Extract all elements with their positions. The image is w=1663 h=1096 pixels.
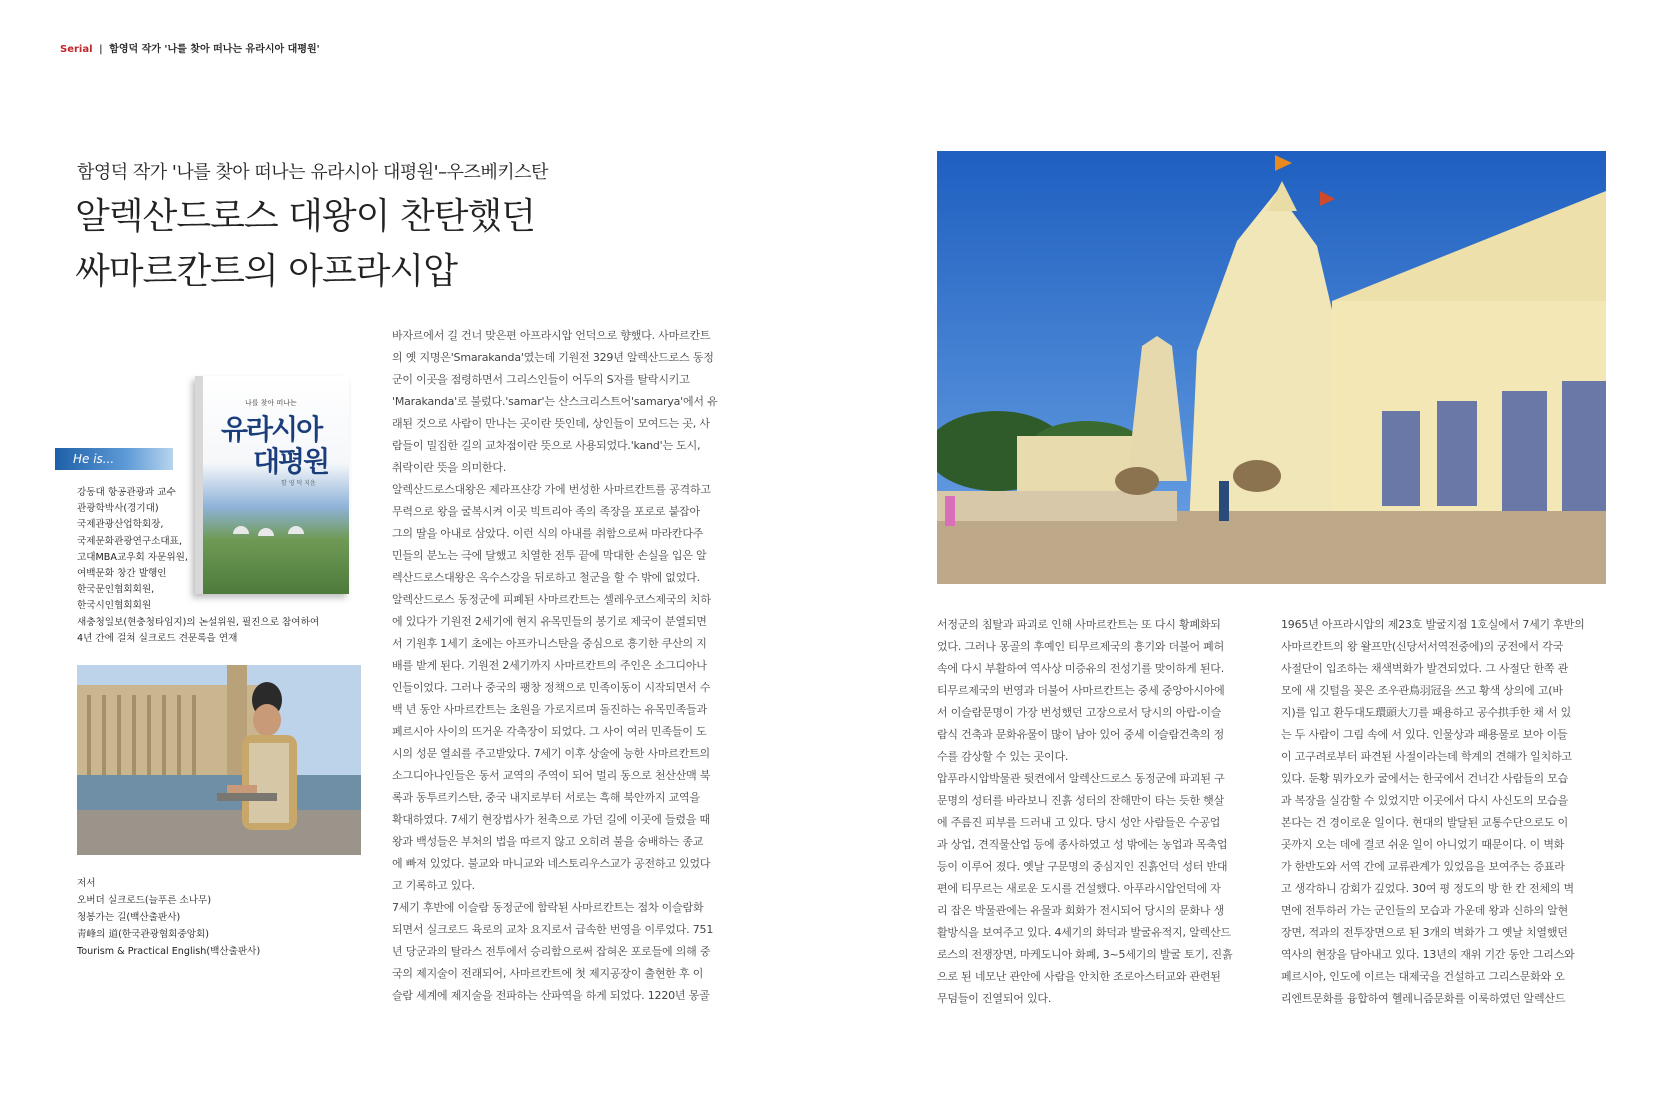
text-line: 리엔트문화를 융합하여 헬레니즘문화를 이룩하였던 알렉산드 (1281, 992, 1566, 1005)
text-line: 페르시아 사이의 뜨거운 각축장이 되었다. 그 사이 여러 민족들이 도 (392, 725, 707, 738)
works-item: Tourism & Practical English(백산출판사) (77, 946, 261, 957)
text-line: 록과 동투르키스탄, 중국 내지로부터 서로는 흑해 북안까지 교역을 (392, 791, 700, 804)
text-line: 소그디아나인들은 동서 교역의 주역이 되어 멀리 동으로 천산산맥 북 (392, 769, 711, 782)
text-line: 고 생각하니 감회가 깊었다. 30여 평 정도의 방 한 칸 전체의 벽 (1281, 882, 1574, 895)
text-line: 활방식을 보여주고 있다. 4세기의 화덕과 발굴유적지, 알렉산드 (937, 926, 1231, 939)
text-line: 슬람 세계에 제지술을 전파하는 산파역을 하게 되었다. 1220년 몽골 (392, 989, 710, 1002)
text-line: 리 잡은 박물관에는 유물과 회화가 전시되어 당시의 문화나 생 (937, 904, 1225, 917)
text-line: 그의 딸을 아내로 삼았다. 이런 식의 아내를 취함으로써 마라칸다주 (392, 527, 704, 540)
bio-line: 여백문화 창간 발행인 (77, 568, 167, 580)
author-bio (77, 485, 319, 647)
text-line: 람식 건축과 문화유물이 많이 남아 있어 중세 이슬람건축의 정 (937, 728, 1225, 741)
article-subtitle: 함영덕 작가 '나를 찾아 떠나는 유라시아 대평원'–우즈베키스탄 (77, 162, 548, 183)
text-line: 에 있다가 기원전 2세기에 현지 유목민들의 봉기로 제국이 분열되면 (392, 615, 707, 628)
body-column-1 (392, 325, 718, 1007)
text-line: 속에 다시 부활하여 역사상 미증유의 전성기를 맞이하게 된다. (937, 662, 1225, 675)
text-line: 역사의 현장을 담아내고 있다. 13년의 재위 기간 동안 그리스와 (1281, 948, 1575, 961)
header-section: 함영덕 작가 '나를 찾아 떠나는 유라시아 대평원' (109, 44, 320, 55)
works-item: 오버더 실크로드(늘푸른 소나무) (77, 895, 212, 906)
text-line: 고 기록하고 있다. (392, 879, 475, 892)
text-line: 7세기 후반에 이슬람 동정군에 함락된 사마르칸트는 점차 이슬람화 (392, 901, 704, 914)
text-line: 과 복장을 실감할 수 있었지만 이곳에서 다시 사신도의 모습을 (1281, 794, 1569, 807)
text-line: 사마르칸트의 왕 왈프만(신당서서역전중에)의 궁전에서 각국 (1281, 640, 1564, 653)
temple-photo (937, 151, 1606, 584)
bio-line: 한국시인협회회원 (77, 600, 152, 612)
text-line: 압푸라시압박물관 뒷켠에서 알렉산드로스 동정군에 파괴된 구 (937, 772, 1225, 785)
text-line: 1965년 아프라시압의 제23호 발굴지점 1호실에서 7세기 후반의 (1281, 618, 1585, 631)
text-line: 가 한반도와 서역 간에 교류관계가 있었음을 보여주는 증표라 (1281, 860, 1565, 873)
text-line: 페르시아, 인도에 이르는 대제국을 건설하고 그리스문화와 오 (1281, 970, 1565, 983)
text-line: 람들이 밀집한 길의 교차점이란 뜻으로 사용되었다.'kand'는 도시, (392, 439, 701, 452)
text-line: 서 이슬람문명이 가장 번성했던 고장으로서 당시의 아랍-이슬 (937, 706, 1222, 719)
text-line: 었다. 그러나 몽골의 후예인 티무르제국의 흥기와 더불어 폐허 (937, 640, 1225, 653)
works-heading: 저서 (77, 878, 96, 889)
bio-line: 새충청일보(현충청타임지)의 논설위원, 필진으로 참여하여 (77, 616, 320, 628)
text-line: 수를 감상할 수 있는 곳이다. (937, 750, 1069, 763)
book-author: 함 영 덕 지음 (281, 480, 316, 487)
author-works (77, 875, 260, 960)
text-line: 서정군의 침탈과 파괴로 인해 사마르칸트는 또 다시 황폐화되 (937, 618, 1221, 631)
text-line: 으로 된 네모난 관안에 사람을 안치한 조로아스터교와 관련된 (937, 970, 1221, 983)
text-line: 등이 이루어 졌다. 옛날 구문명의 중심지인 진흙언덕 성터 반대 (937, 860, 1228, 873)
text-line: 민들의 분노는 극에 달했고 치열한 전투 끝에 막대한 손실을 입은 알 (392, 549, 707, 562)
text-line: 는 두 사람이 그림 속에 서 있다. 인물상과 패용물로 보아 이들 (1281, 728, 1568, 741)
text-line: 모에 새 깃털을 꽂은 조우관鳥羽冠을 쓰고 황색 상의에 고(바 (1281, 684, 1563, 697)
text-line: 사절단이 입조하는 채색벽화가 발견되었다. 그 사절단 한쪽 관 (1281, 662, 1569, 675)
text-line: 알렉산드로스대왕은 제라프샨강 가에 번성한 사마르칸트를 공격하고 (392, 483, 711, 496)
text-line: 면에 전투하러 가는 군인들의 모습과 가운데 왕과 신하의 알현 (1281, 904, 1569, 917)
text-line: 확대하였다. 7세기 현장법사가 천축으로 가던 길에 이곳에 들렸을 때 (392, 813, 710, 826)
works-item: 청봉가는 길(백산출판사) (77, 912, 181, 923)
text-line: 문명의 성터를 바라보니 진흙 성터의 잔해만이 타는 듯한 햇살 (937, 794, 1225, 807)
text-line: 티무르제국의 번영과 더불어 사마르칸트는 중세 중앙아시아에 (937, 684, 1225, 697)
text-line: 편에 티무르는 새로운 도시를 건설했다. 아푸라시압언덕에 자 (937, 882, 1221, 895)
text-line: 왕과 백성들은 부처의 법을 따르지 않고 오히려 불을 숭배하는 종교 (392, 835, 704, 848)
article-title-line-1: 알렉산드로스 대왕이 찬탄했던 (75, 196, 535, 237)
text-line: 래된 것으로 사람이 만나는 곳이란 뜻인데, 상인들이 모여드는 곳, 사 (392, 417, 710, 430)
body-column-3 (1281, 614, 1585, 1010)
text-line: 배를 받게 된다. 기원전 2세기까지 사마르칸트의 주인은 소그디아나 (392, 659, 707, 672)
book-title-line-1: 유라시아 (221, 413, 322, 446)
bio-line: 한국문인협회회원, (77, 584, 155, 596)
author-photo (77, 665, 361, 855)
text-line: 무덤들이 진열되어 있다. (937, 992, 1052, 1005)
text-line: 군이 이곳을 점령하면서 그리스인들이 어두의 S자를 탈락시키고 (392, 373, 690, 386)
text-line: 곳까지 오는 데에 결코 쉬운 일이 아니었기 때문이다. 이 벽화 (1281, 838, 1565, 851)
text-line: 서 기원후 1세기 초에는 아프카니스탄을 중심으로 흥기한 쿠산의 지 (392, 637, 707, 650)
text-line: 년 당군과의 탈라스 전투에서 승리함으로써 잡혀온 포로들에 의해 중 (392, 945, 711, 958)
text-line: 로스의 전쟁장면, 마케도니아 화폐, 3~5세기의 발굴 토기, 진흙 (937, 948, 1233, 961)
text-line: 장면, 적과의 전투장면으로 된 3개의 벽화가 그 옛날 치열했던 (1281, 926, 1568, 939)
text-line: 시의 성문 열쇠를 주고받았다. 7세기 이후 상술에 능한 사마르칸트의 (392, 747, 710, 760)
text-line: 있다. 둔황 뭐카오카 굴에서는 한국에서 건너간 사람들의 모습 (1281, 772, 1569, 785)
text-line: 과 상업, 견직물산업 등에 종사하였고 성 밖에는 농업과 목축업 (937, 838, 1228, 851)
body-column-2 (937, 614, 1232, 1010)
text-line: 에 빠져 있었다. 불교와 마니교와 네스토리우스교가 공전하고 있었다 (392, 857, 711, 870)
text-line: 국의 제지술이 전래되어, 사마르칸트에 첫 제지공장이 출현한 후 이 (392, 967, 704, 980)
text-line: 백 년 동안 사마르칸트는 초원을 가로지르며 돌진하는 유목민족들과 (392, 703, 708, 716)
text-line: 'Marakanda'로 불렀다.'samar'는 산스크리스트어'samarya'에서 유 (392, 395, 718, 408)
text-line: 무력으로 왕을 굴복시켜 이곳 빅트리아 족의 족장을 포로로 붙잡아 (392, 505, 700, 518)
bio-line: 4년 간에 걸쳐 실크로드 견문록을 연재 (77, 632, 238, 644)
book-small-title: 나를 찾아 떠나는 (245, 399, 297, 407)
he-is-label: He is... (73, 452, 115, 466)
text-line: 알렉산드로스 동정군에 피폐된 사마르칸트는 셀레우코스제국의 치하 (392, 593, 711, 606)
bio-line: 관광학박사(경기대) (77, 503, 159, 515)
book-title-line-2: 대평원 (253, 445, 329, 478)
header-divider: | (99, 44, 103, 55)
text-line: 본다는 건 경이로운 일이다. 현대의 발달된 교통수단으로도 이 (1281, 816, 1569, 829)
running-header (60, 40, 320, 55)
bio-line: 국제문화관광연구소대표, (77, 535, 182, 547)
text-line: 에 주름진 피부를 드러내 고 있다. 당시 성안 사람들은 수공업 (937, 816, 1221, 829)
text-line: 지)를 입고 환두대도環頭大刀를 패용하고 공수拱手한 채 서 있 (1281, 706, 1572, 719)
bio-line: 고대MBA교우회 자문위원, (77, 551, 188, 563)
works-item: 靑峰의 道(한국관광협회중앙회) (77, 929, 209, 940)
bio-line: 강동대 항공관광과 교수 (77, 487, 176, 498)
article-title-line-2: 싸마르칸트의 아프라시압 (75, 251, 457, 292)
text-line: 인들이었다. 그러나 중국의 팽창 정책으로 민족이동이 시작되면서 수 (392, 681, 711, 694)
text-line: 되면서 실크로드 육로의 교차 요지로서 급속한 번영을 이루었다. 751 (392, 923, 714, 936)
text-line: 의 옛 지명은'Smarakanda'였는데 기원전 329년 알렉산드로스 동정 (392, 351, 714, 364)
serial-label: Serial (60, 44, 93, 55)
bio-line: 국제관광산업학회장, (77, 519, 164, 531)
text-line: 바자르에서 길 건너 맞은편 아프라시압 언덕으로 향했다. 사마르칸트 (392, 329, 711, 342)
text-line: 이 고구려로부터 파견된 사절이라는데 학계의 견해가 일치하고 (1281, 750, 1572, 763)
text-line: 렉산드로스대왕은 옥수스강을 뒤로하고 철군을 할 수 밖에 없었다. (392, 571, 700, 584)
text-line: 취락이란 뜻을 의미한다. (392, 461, 507, 474)
